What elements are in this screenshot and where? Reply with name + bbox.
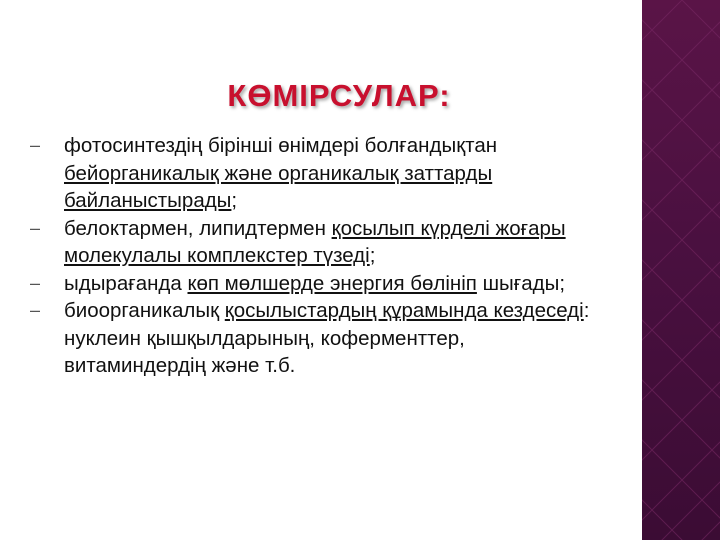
list-item bbox=[30, 215, 590, 270]
item-text-underlined: қосылып күрделі жоғары молекулалы комплекстер түзеді bbox=[64, 216, 566, 267]
item-text-underlined: қосылыстардың құрамында кездеседі bbox=[224, 299, 584, 322]
side-decoration-band bbox=[642, 0, 720, 540]
bullet-list bbox=[30, 132, 590, 380]
list-item bbox=[30, 270, 590, 298]
list-item bbox=[30, 132, 590, 215]
bullet-marker: – bbox=[30, 135, 41, 155]
slide-title: КӨМІРСУЛАР: bbox=[227, 78, 451, 113]
item-text: шығады; bbox=[476, 271, 566, 295]
bullet-marker: – bbox=[30, 300, 41, 320]
item-text-underlined: бейорганикалық және органикалық заттарды байланыстырады bbox=[64, 161, 493, 212]
item-text: : нуклеин қышқылдарының, коферменттер, витаминдердің және т.б. bbox=[64, 299, 590, 377]
list-item bbox=[30, 297, 590, 380]
item-text: ; bbox=[231, 189, 238, 212]
bullet-marker: – bbox=[30, 217, 41, 238]
item-text: биоорганикалық bbox=[64, 299, 225, 322]
bullet-marker: – bbox=[30, 272, 41, 293]
side-pattern bbox=[642, 0, 720, 540]
item-text: белоктармен, липидтермен bbox=[64, 216, 332, 240]
item-text: ; bbox=[369, 244, 376, 267]
item-text-underlined: көп мөлшерде энергия бөлініп bbox=[187, 271, 477, 295]
item-text: ыдырағанда bbox=[64, 271, 188, 295]
item-text: фотосинтездің бірінші өнімдері болғандықтан bbox=[64, 134, 498, 157]
